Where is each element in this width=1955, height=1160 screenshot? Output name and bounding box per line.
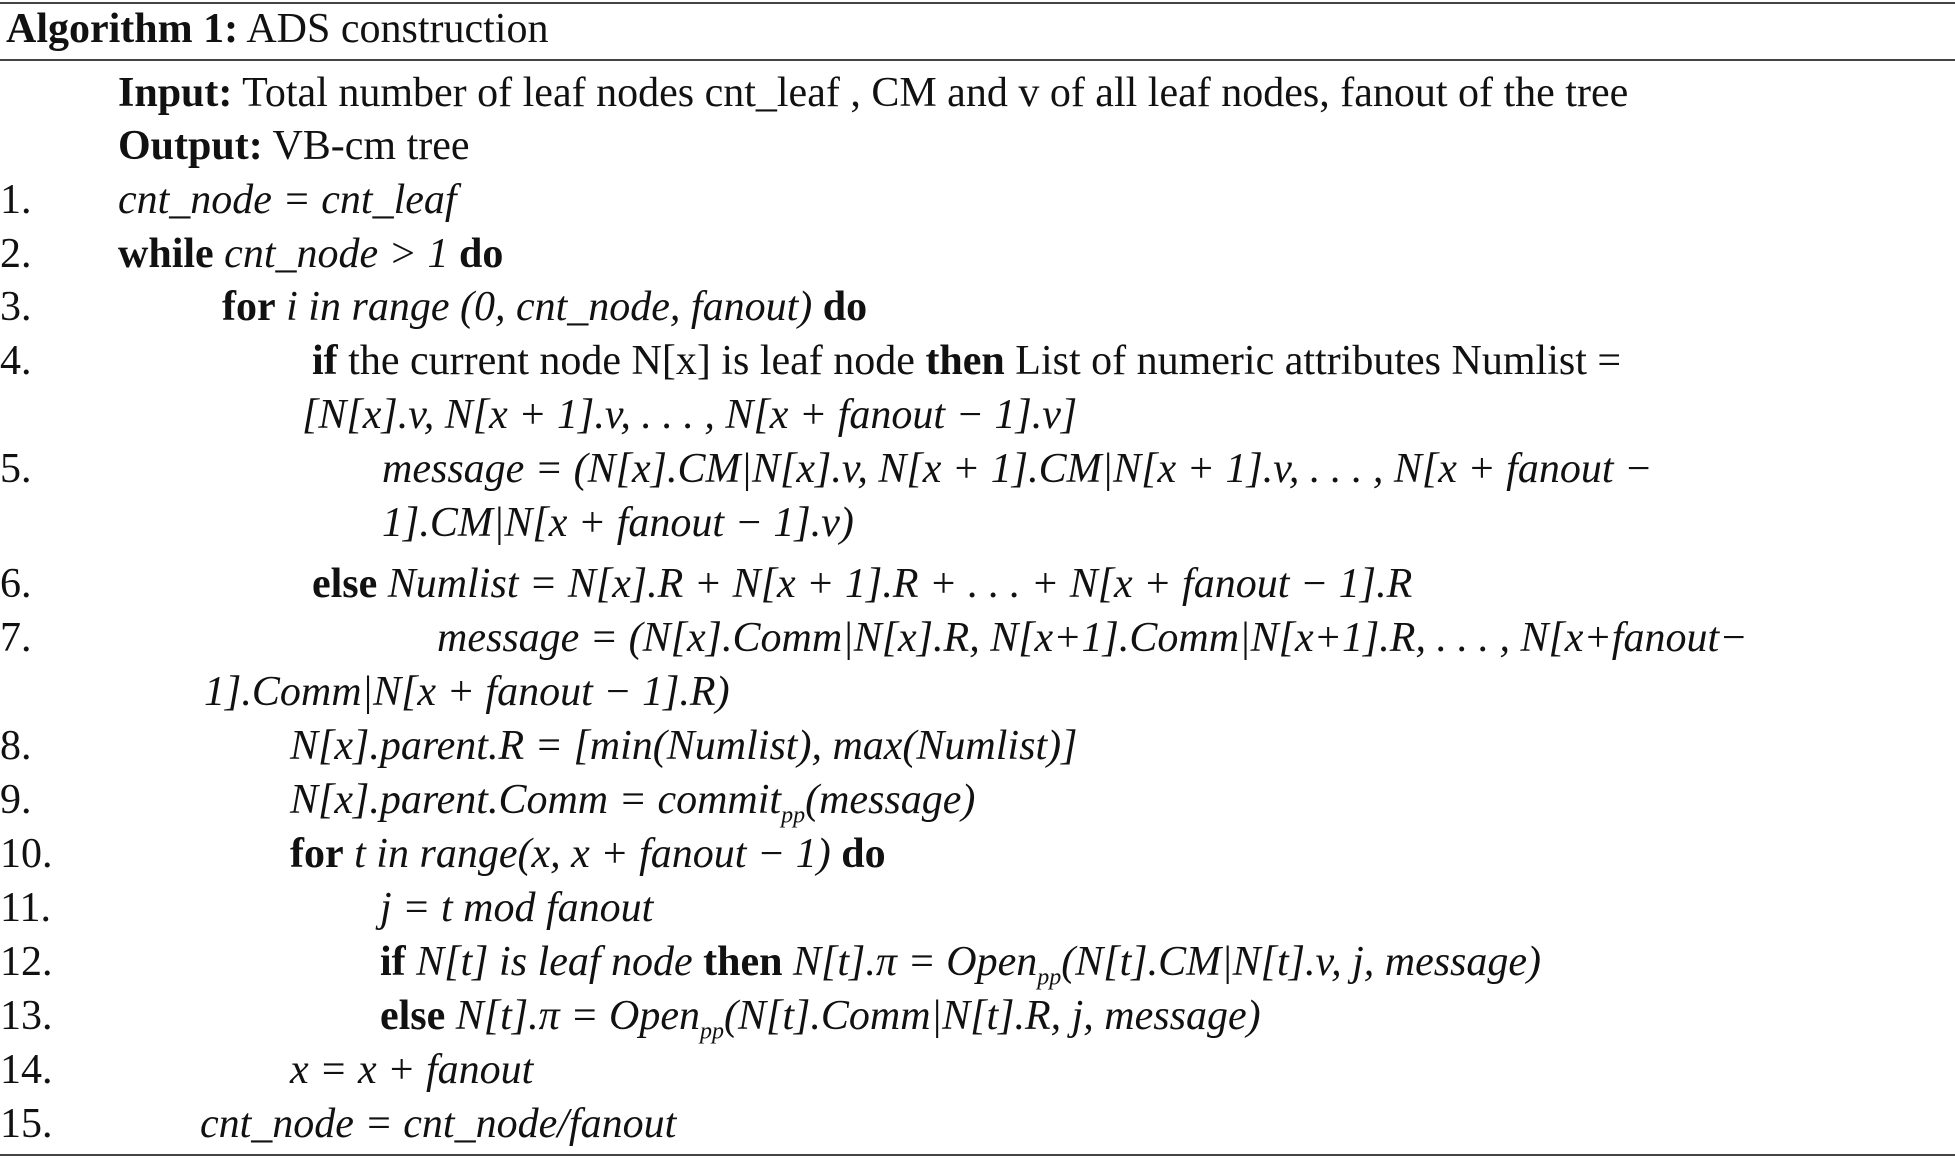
step-text-end: (N[t].Comm|N[t].R, j, message) — [724, 993, 1261, 1039]
input-text: Total number of leaf nodes cnt_leaf , CM and v of all leaf nodes, fanout of the tree — [242, 70, 1629, 116]
step-number: 5. — [0, 446, 32, 492]
output-label: Output: — [118, 123, 263, 169]
step-number: 12. — [0, 939, 53, 985]
keyword-else: else — [380, 993, 446, 1039]
step-number: 10. — [0, 831, 53, 877]
step-number: 13. — [0, 993, 53, 1039]
step-text: cnt_node = cnt_leaf — [118, 177, 457, 223]
step-number: 2. — [0, 231, 32, 277]
step-number: 1. — [0, 177, 32, 223]
step-text: j = t mod fanout — [380, 885, 654, 931]
step-text: cnt_node > 1 — [224, 231, 449, 277]
step-text: N[t].π = Open — [455, 993, 701, 1039]
keyword-else: else — [312, 561, 378, 607]
keyword-do: do — [822, 284, 868, 330]
algorithm-label: Algorithm 1: — [6, 6, 239, 52]
step-text: N[x].parent.Comm = commit — [290, 777, 782, 823]
output-text: VB-cm tree — [272, 123, 470, 169]
step-number: 14. — [0, 1047, 53, 1093]
step-text: 1].Comm|N[x + fanout − 1].R) — [204, 669, 730, 715]
step-text: message = (N[x].Comm|N[x].R, N[x+1].Comm|N[x+1].R, . . . , N[x+fanout− — [437, 615, 1748, 661]
subscript: pp — [1037, 964, 1062, 991]
subscript: pp — [700, 1018, 725, 1045]
step-text: cnt_node = cnt_node/fanout — [200, 1101, 677, 1147]
step-text: N[t].π = Open — [793, 939, 1038, 985]
step-number: 6. — [0, 561, 32, 607]
keyword-do: do — [458, 231, 504, 277]
step-number: 9. — [0, 777, 32, 823]
keyword-do: do — [841, 831, 886, 877]
step-text: 1].CM|N[x + fanout − 1].v) — [382, 500, 854, 546]
keyword-for: for — [222, 284, 276, 330]
step-text-end: (message) — [805, 777, 976, 823]
step-text: List of numeric attributes Numlist = — [1015, 338, 1622, 384]
subscript: pp — [781, 802, 806, 829]
step-number: 8. — [0, 723, 32, 769]
keyword-for: for — [290, 831, 344, 877]
step-text: message = (N[x].CM|N[x].v, N[x + 1].CM|N[x + 1].v, . . . , N[x + fanout − — [382, 446, 1653, 492]
keyword-then: then — [703, 939, 783, 985]
step-number: 11. — [0, 885, 51, 931]
algorithm-caption — [6, 2, 548, 56]
step-text: i in range (0, cnt_node, fanout) — [286, 284, 813, 330]
step-text: x = x + fanout — [290, 1047, 534, 1093]
step-condition: N[t] is leaf node — [416, 939, 693, 985]
keyword-while: while — [118, 231, 214, 277]
step-text-end: (N[t].CM|N[t].v, j, message) — [1061, 939, 1542, 985]
input-label: Input: — [118, 70, 233, 116]
step-number: 3. — [0, 284, 32, 330]
step-text: t in range(x, x + fanout − 1) — [354, 831, 831, 877]
keyword-then: then — [925, 338, 1005, 384]
step-text: [N[x].v, N[x + 1].v, . . . , N[x + fanout − 1].v] — [302, 392, 1078, 438]
step-number: 15. — [0, 1101, 53, 1147]
caption-rule — [0, 59, 1955, 61]
step-number: 7. — [0, 615, 32, 661]
bottom-rule — [0, 1154, 1955, 1156]
algorithm-title: ADS construction — [246, 6, 549, 52]
step-text: N[x].parent.R = [min(Numlist), max(Numlist)] — [290, 723, 1078, 769]
keyword-if: if — [380, 939, 406, 985]
step-number: 4. — [0, 338, 32, 384]
keyword-if: if — [312, 338, 338, 384]
step-text: Numlist = N[x].R + N[x + 1].R + . . . + N[x + fanout − 1].R — [387, 561, 1413, 607]
step-condition: the current node N[x] is leaf node — [348, 338, 915, 384]
